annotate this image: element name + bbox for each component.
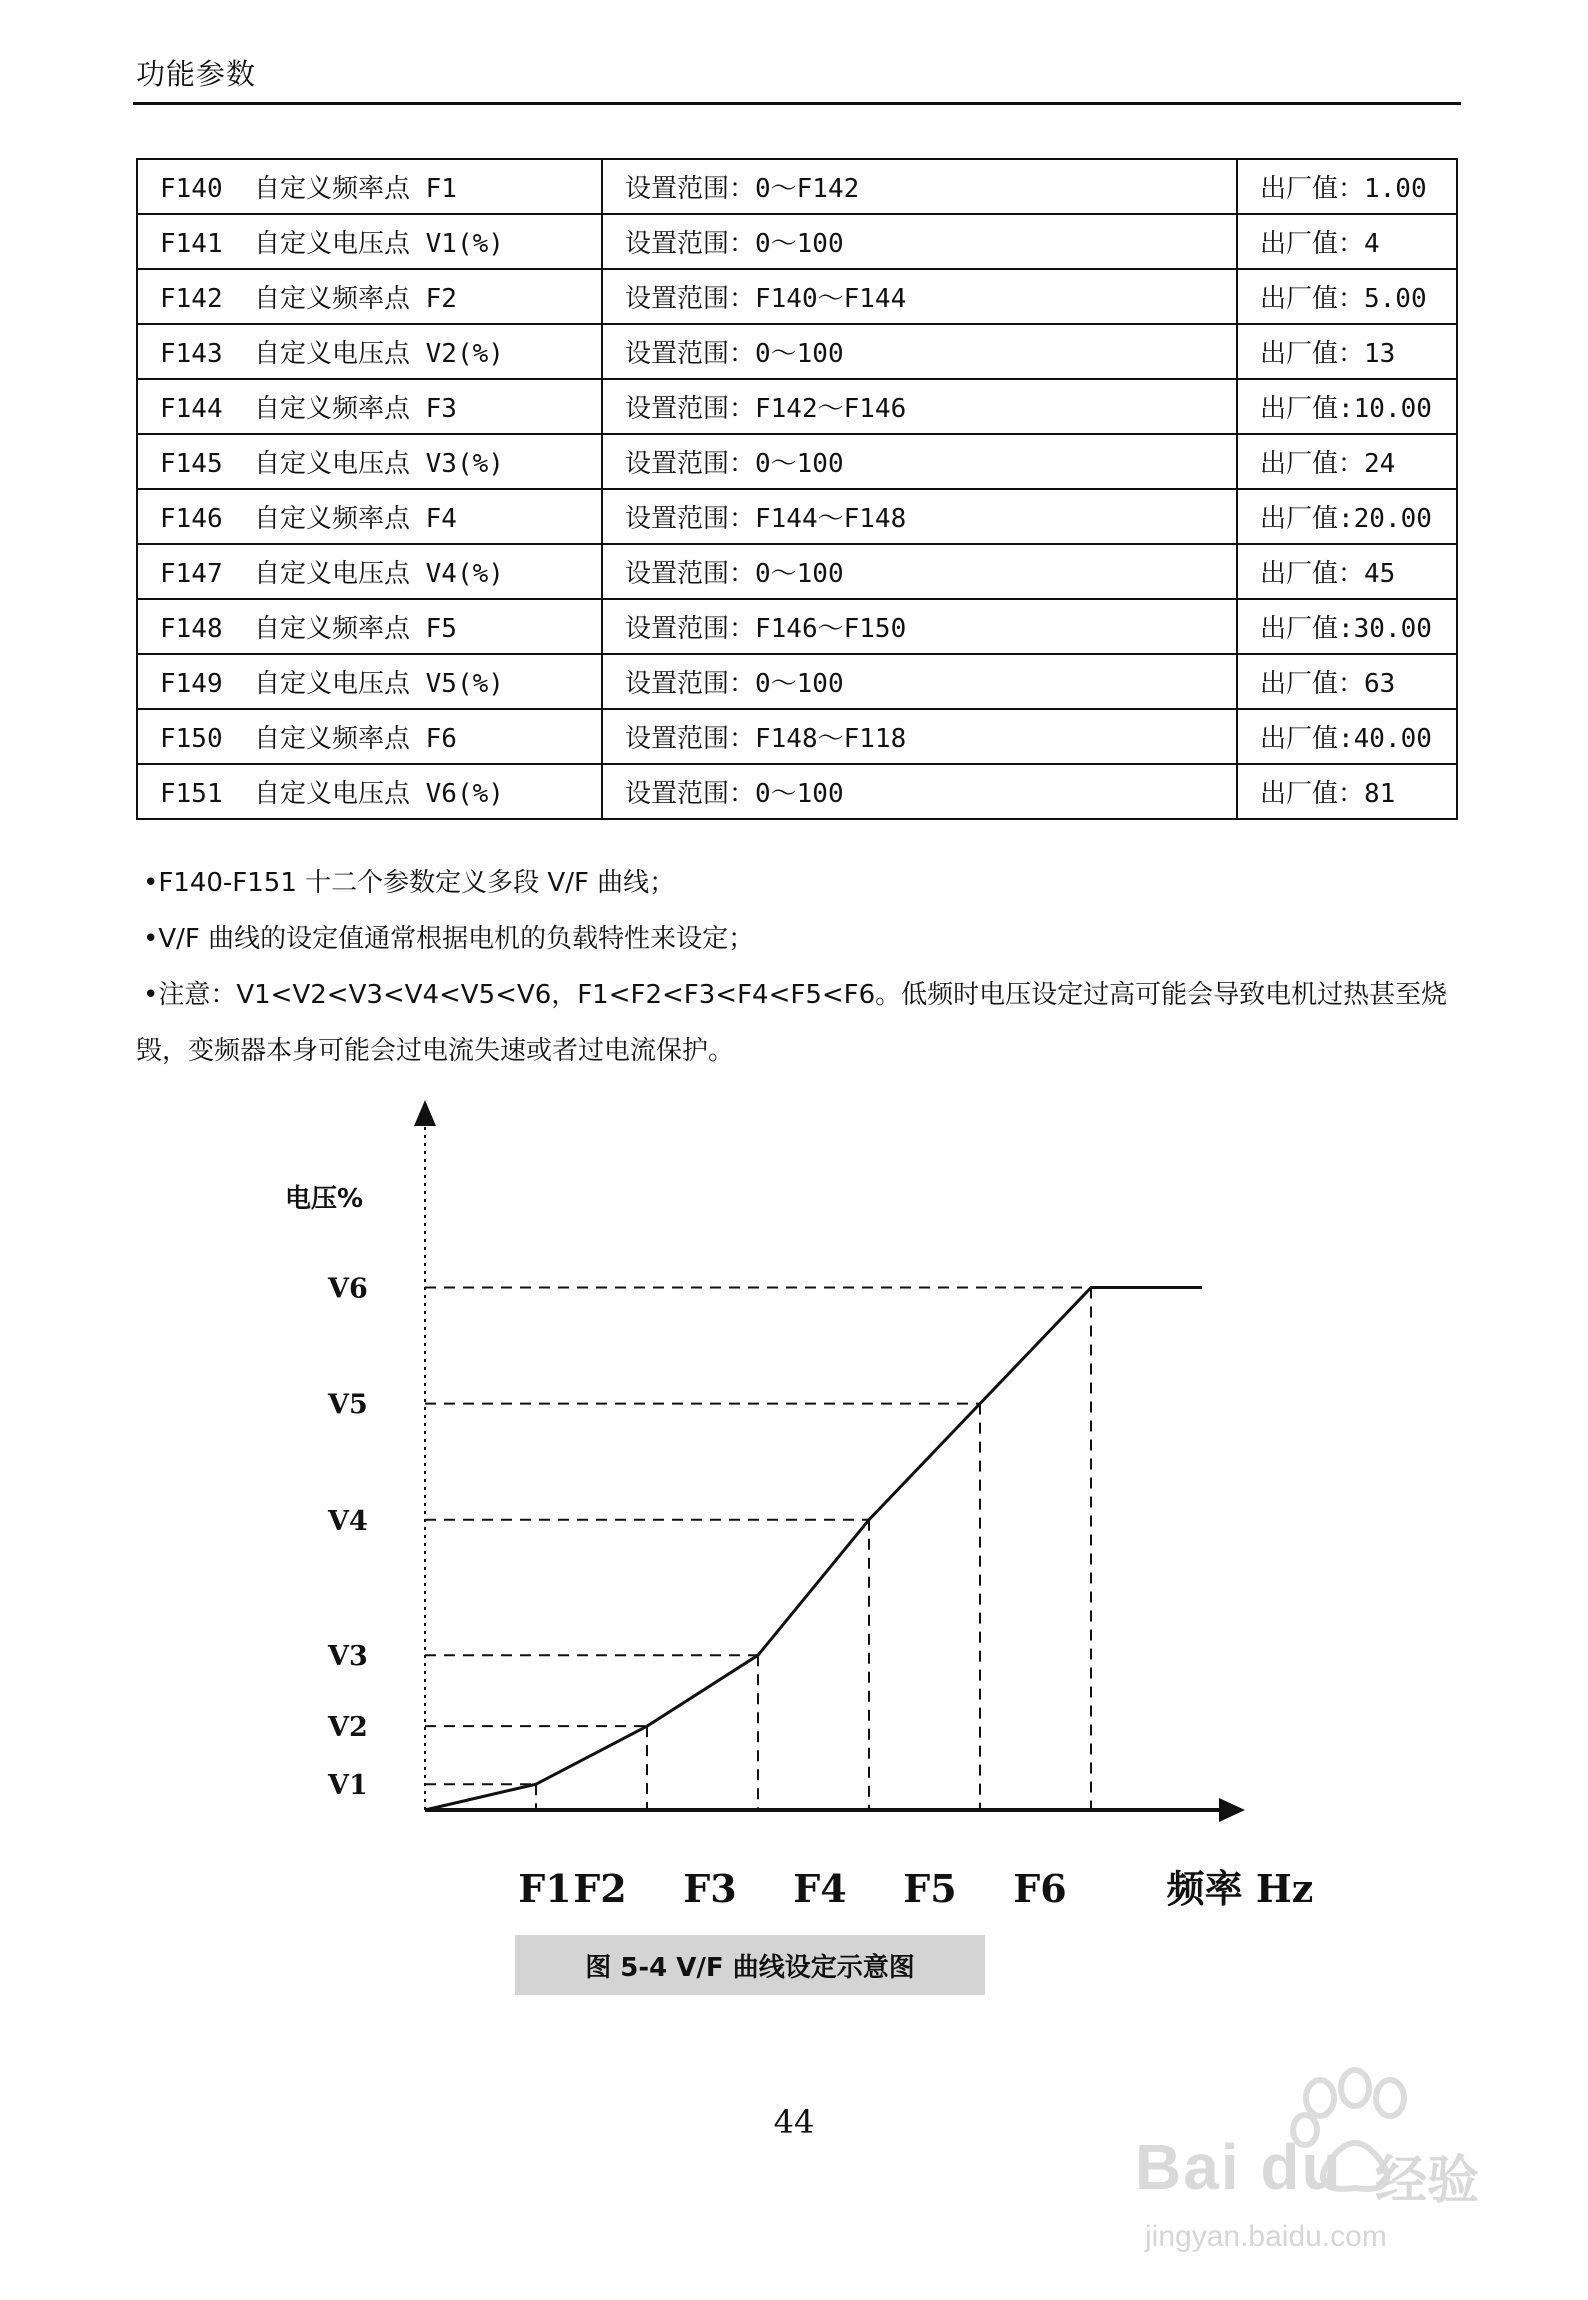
watermark-brand: Bai du <box>1135 2131 1343 2203</box>
x-axis-title: 频率 Hz <box>1166 1866 1314 1911</box>
y-tick-v4: V4 <box>328 1505 368 1537</box>
param-name: 自定义电压点 V4(%) <box>254 559 504 589</box>
param-range: 设置范围：0～100 <box>602 654 1237 709</box>
param-cell <box>137 159 602 214</box>
table-row <box>137 434 1457 489</box>
param-name: 自定义频率点 F1 <box>254 174 457 204</box>
table-row <box>137 159 1457 214</box>
param-code: F145 <box>160 449 223 479</box>
param-default: 出厂值：1.00 <box>1237 159 1457 214</box>
param-range: 设置范围：0～100 <box>602 214 1237 269</box>
page-header-title: 功能参数 <box>136 57 257 91</box>
param-code: F149 <box>160 669 223 699</box>
x-tick-f4: F4 <box>793 1866 847 1911</box>
watermark-cn: 经验 <box>1375 2151 1480 2211</box>
figure-caption: 图 5-4 V/F 曲线设定示意图 <box>515 1935 985 1995</box>
x-tick-f6: F6 <box>1013 1866 1067 1911</box>
table-row <box>137 654 1457 709</box>
table-row <box>137 599 1457 654</box>
table-row <box>137 214 1457 269</box>
param-default: 出厂值：13 <box>1237 324 1457 379</box>
page-number: 44 <box>773 2103 815 2141</box>
param-default: 出厂值：24 <box>1237 434 1457 489</box>
param-range: 设置范围：0～100 <box>602 544 1237 599</box>
param-name: 自定义电压点 V6(%) <box>254 779 504 809</box>
param-code: F148 <box>160 614 223 644</box>
y-axis-title: 电压% <box>285 1184 364 1214</box>
param-range: 设置范围：F142～F146 <box>602 379 1237 434</box>
param-code: F151 <box>160 779 223 809</box>
param-code: F143 <box>160 339 223 369</box>
x-tick-f5: F5 <box>903 1866 957 1911</box>
param-cell <box>137 764 602 819</box>
param-default: 出厂值：5.00 <box>1237 269 1457 324</box>
header-rule <box>133 102 1461 105</box>
param-name: 自定义频率点 F3 <box>254 394 457 424</box>
vf-curve-chart <box>0 1080 1588 1930</box>
param-default: 出厂值：45 <box>1237 544 1457 599</box>
param-cell <box>137 489 602 544</box>
param-name: 自定义电压点 V2(%) <box>254 339 504 369</box>
table-row <box>137 489 1457 544</box>
param-name: 自定义频率点 F5 <box>254 614 457 644</box>
param-code: F147 <box>160 559 223 589</box>
y-tick-v1: V1 <box>328 1770 368 1802</box>
y-axis-arrow <box>414 1100 436 1126</box>
param-default: 出厂值：81 <box>1237 764 1457 819</box>
note-3: •注意：V1<V2<V3<V4<V5<V6，F1<F2<F3<F4<F5<F6。低频时电压设定过高可能会导致电机过热甚至烧 <box>143 980 1448 1010</box>
param-cell <box>137 654 602 709</box>
y-tick-v3: V3 <box>328 1641 368 1673</box>
x-tick-f2: F2 <box>573 1866 627 1911</box>
param-default: 出厂值：63 <box>1237 654 1457 709</box>
x-axis-arrow <box>1219 1798 1245 1822</box>
table-row <box>137 324 1457 379</box>
param-code: F141 <box>160 229 223 259</box>
y-tick-v5: V5 <box>328 1389 368 1421</box>
y-tick-v6: V6 <box>328 1273 368 1305</box>
param-range: 设置范围：0～100 <box>602 764 1237 819</box>
note-1: •F140-F151 十二个参数定义多段 V/F 曲线； <box>143 868 676 898</box>
param-name: 自定义频率点 F2 <box>254 284 457 314</box>
param-name: 自定义电压点 V1(%) <box>254 229 504 259</box>
param-range: 设置范围：F146～F150 <box>602 599 1237 654</box>
param-range: 设置范围：0～100 <box>602 324 1237 379</box>
param-code: F140 <box>160 174 223 204</box>
param-cell <box>137 599 602 654</box>
param-cell <box>137 379 602 434</box>
param-default: 出厂值:10.00 <box>1237 379 1457 434</box>
param-code: F146 <box>160 504 223 534</box>
note-2: •V/F 曲线的设定值通常根据电机的负载特性来设定； <box>143 924 755 954</box>
param-code: F144 <box>160 394 223 424</box>
table-row <box>137 379 1457 434</box>
param-range: 设置范围：F148～F118 <box>602 709 1237 764</box>
x-tick-f3: F3 <box>683 1866 737 1911</box>
note-3-continued: 毁，变频器本身可能会过电流失速或者过电流保护。 <box>136 1036 735 1066</box>
param-name: 自定义频率点 F6 <box>254 724 457 754</box>
param-cell <box>137 269 602 324</box>
param-default: 出厂值:40.00 <box>1237 709 1457 764</box>
param-range: 设置范围：F140～F144 <box>602 269 1237 324</box>
watermark-url: jingyan.baidu.com <box>1145 2220 1387 2253</box>
param-cell <box>137 434 602 489</box>
param-cell <box>137 214 602 269</box>
param-cell <box>137 544 602 599</box>
table-row <box>137 269 1457 324</box>
param-range: 设置范围：0～100 <box>602 434 1237 489</box>
param-range: 设置范围：F144～F148 <box>602 489 1237 544</box>
table-row <box>137 764 1457 819</box>
x-tick-f1: F1 <box>518 1866 572 1911</box>
param-name: 自定义频率点 F4 <box>254 504 457 534</box>
y-tick-v2: V2 <box>328 1712 368 1744</box>
table-row <box>137 544 1457 599</box>
vf-curve-line <box>425 1288 1202 1810</box>
param-code: F142 <box>160 284 223 314</box>
param-name: 自定义电压点 V3(%) <box>254 449 504 479</box>
param-default: 出厂值:20.00 <box>1237 489 1457 544</box>
param-code: F150 <box>160 724 223 754</box>
param-default: 出厂值:30.00 <box>1237 599 1457 654</box>
param-range: 设置范围：0～F142 <box>602 159 1237 214</box>
param-cell <box>137 709 602 764</box>
parameter-table <box>136 158 1458 820</box>
param-name: 自定义电压点 V5(%) <box>254 669 504 699</box>
table-row <box>137 709 1457 764</box>
param-default: 出厂值：4 <box>1237 214 1457 269</box>
param-cell <box>137 324 602 379</box>
